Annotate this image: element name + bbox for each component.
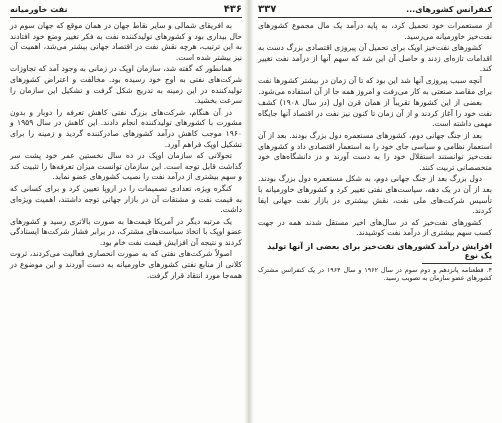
right-paragraph: بعضی از این کشورها تقریباً از همان قرن اول (در سال ۱۹۰۸) کشف نفت خود را آغاز کردند و از آن زمان تا کنون نیز نفت در اقتصاد آنها جایگاه مهمی داشته است. (258, 98, 492, 129)
right-running-title: کنفرانس کشورهای... (406, 5, 492, 14)
section-heading: افزایش درآمد کشورهای نفت‌خیز برای بعضی از آنها تولید یک نوع (267, 241, 492, 260)
right-paragraph: کشورهای نفت‌خیز اوپک برای تحمیل آن پیروزی اقتصادی بزرگ دست به اقدامات تازه‌ای زدند و حاصل آن این شد که سهم آنها از درآمد نفت تغییر کند. (258, 43, 492, 74)
right-paragraph: آنچه سبب پیروزی آنها شد این بود که تا آن زمان در بیشتر کشورها نفت برای مقاصد صنعتی به کار می‌رفت و امروز همه جا از آن استفاده می‌شود. (258, 75, 492, 96)
right-paragraph: بعد از جنگ جهانی دوم، کشورهای مستعمره دول بزرگ بودند. بعد از آن استعمار نظامی و سیاسی جای خود را به استعمار اقتصادی داد و کشورهای نفت‌خیز توانستند استقلال خود را به دست آورند و در دانشگاه‌های خود متخصصانی تربیت کنند. (258, 130, 492, 172)
right-page-header (258, 4, 492, 18)
left-paragraph: به افریقای شمالی و سایر نقاط جهان در همان موقع که جهان سوم در حال بیداری بود و کشورهای تولیدکننده نفت به فکر تغییر وضع خود افتادند به این ترتیب، هرچه نقش نفت در اقتصاد جهانی بیشتر می‌شد، اهمیت آن نیز بیشتر شده است. (10, 21, 242, 62)
right-paragraph: از مستعمرات خود تحمیل کرد، به پایه درآمد یک مال مجموع کشورهای نفت‌خیز خاورمیانه می‌رسید. (258, 21, 492, 41)
footnote-divider (422, 263, 492, 264)
left-page-number: ۴۳۶ (223, 4, 242, 15)
left-paragraph: همانطور که گفته شد، سازمان اوپک در زمانی به وجود آمد که تجاوزات شرکت‌های نفتی به اوج خود رسیده بود. مخالفت و اعتراض کشورهای تولیدکننده در این زمینه به تدریج شکل گرفت و تشکیل این سازمان را سرعت بخشید. (10, 64, 242, 106)
left-page-header (10, 4, 242, 18)
left-page (0, 0, 248, 423)
left-paragraph: در آن هنگام، شرکت‌های بزرگ نفتی کاهش تعرفه را دوبار و بدون مشورت با کشورهای تولیدکننده انجام دادند. این کاهش در سال ۱۹۵۹ و ۱۹۶۰ موجب کاهش درآمد کشورهای صادرکننده گردید و زمینه را برای تشکیل اوپک فراهم آورد. (10, 107, 242, 149)
right-paragraph: کشورهای نفت‌خیز که در سال‌های اخیر مستقل شدند همه در جهت کسب سهم بیشتری از درآمد نفت کوشیدند. (258, 217, 492, 238)
right-page (250, 0, 502, 423)
footnote: ۴. قطعنامه پانزدهم و دوم سوم در سال ۱۹۶۲ و سال ۱۹۶۴ در یک کنفرانس مشترک کشورهای عضو سازمان به تصویب رسید. (258, 265, 492, 283)
left-paragraph: یک مرتبه دیگر در آمریکا قیمت‌ها به صورت بالاتری رسید و کشورهای عضو اوپک با اتخاذ سیاست‌های مشترک، در برابر فشار شرکت‌ها ایستادگی کردند و نتیجه آن افزایش قیمت نفت خام بود. (10, 216, 242, 247)
right-page-number: ۳۳۷ (258, 4, 277, 15)
left-paragraph: تحولاتی که سازمان اوپک در ده سال نخستین عمر خود پشت سر گذاشت قابل توجه است. این سازمان توانست میزان تعرفه‌ها را تثبیت کند و سهم بیشتری از درآمد نفت را نصیب کشورهای عضو نماید. (10, 151, 242, 182)
left-paragraph: اصولاً شرکت‌های نفتی که به صورت انحصاری فعالیت می‌کردند، ثروت کلانی از منابع نفتی کشورهای خاورمیانه به دست آوردند و این موضوع در همه‌جا مورد انتقاد قرار گرفت. (10, 249, 242, 280)
right-paragraph: دول بزرگ بعد از جنگ جهانی دوم، به شکل مستعمره دول بزرگ بودند. بعد از آن در یک دهه، سیاست‌های نفتی تغییر کرد و کشورهای خاورمیانه با تأسیس شرکت‌های ملی نفت، نقش بیشتری در بازار نفت جهانی ایفا کردند. (258, 174, 492, 216)
left-running-title: نفت خاورمیانه (10, 5, 68, 14)
left-paragraph: کنگره ویژه، تعدادی تصمیمات را در اروپا تعیین کرد و برای کسانی که به قیمت نفت و مشتقات آن در بازار جهانی توجه داشتند، اهمیت ویژه‌ای داشت. (10, 183, 242, 215)
